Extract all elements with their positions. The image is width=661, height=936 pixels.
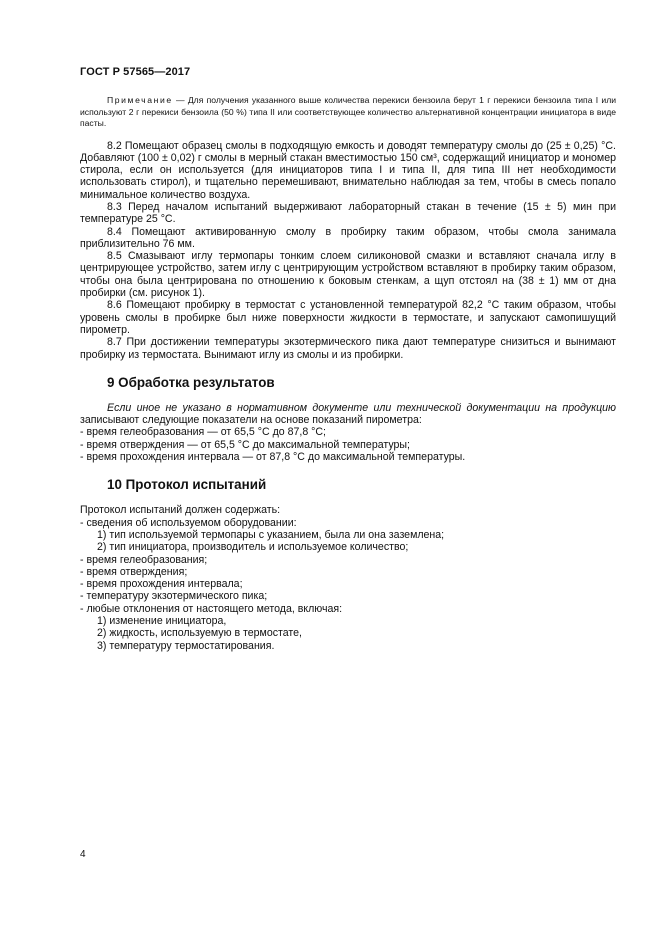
report-subitem: 2) тип инициатора, производитель и используемое количество;	[97, 541, 409, 554]
paragraph-8-7: 8.7 При достижении температуры экзотермического пика дают температуре снизиться и вынимают пробирку из термостата. Вынимают иглу из смолы и из пробирки.	[80, 336, 616, 361]
report-item: - любые отклонения от настоящего метода, включая:	[80, 602, 343, 615]
section-10-heading: 10 Протокол испытаний	[107, 477, 267, 493]
report-item: - время гелеобразования;	[80, 553, 208, 566]
paragraph-8-5: 8.5 Смазывают иглу термопары тонким слоем силиконовой смазки и вставляют сначала иглу в центрирующее устройство, затем иглу с центрирующим устройством вставляют в пробирку таким образом, чтобы она была центрирована по отношению к боковым стенкам, а щуп отстоял на (38 ± 1) мм от дна пробирки (см. рисунок 1).	[80, 250, 616, 300]
section-9-intro	[80, 402, 616, 427]
note	[80, 95, 616, 130]
paragraph-8-2: 8.2 Помещают образец смолы в подходящую емкость и доводят температуру смолы до (25 ± 0,25) °С. Добавляют (100 ± 0,02) г смолы в мерный стакан вместимостью 150 см³, содержащий инициатор и мономер стирола, если он используется (для инициаторов типа I и типа II, для типа III нет необходимости использовать стирол), и тщательно перемешивают, внимательно наблюдая за тем, чтобы в смесь попало минимальное количество воздуха.	[80, 139, 616, 201]
section-10-intro: Протокол испытаний должен содержать:	[80, 504, 281, 517]
report-subitem: 2) жидкость, используемую в термостате,	[97, 627, 302, 640]
section-9-heading: 9 Обработка результатов	[107, 374, 275, 390]
result-item: - время отверждения — от 65,5 °С до максимальной температуры;	[80, 438, 410, 451]
note-text: — Для получения указанного выше количества перекиси бензоила берут 1 г перекиси бензоила типа I или используют 2 г перекиси бензоила (50 %) типа II или соответствующее количество альтернативной концентрации инициатора в виде пасты.	[80, 95, 617, 128]
paragraph-8-6: 8.6 Помещают пробирку в термостат с установленной температурой 82,2 °С таким образом, чтобы уровень смолы в пробирке был ниже поверхности жидкости в термостате, и запускают самопишущий пирометр.	[80, 299, 616, 336]
paragraph-8-3: 8.3 Перед началом испытаний выдерживают лабораторный стакан в течение (15 ± 5) мин при температуре 25 °С.	[80, 200, 616, 226]
report-item: - время отверждения;	[80, 565, 188, 578]
note-label: Примечание	[107, 95, 173, 105]
document-header: ГОСТ Р 57565—2017	[80, 66, 191, 78]
report-item: - температуру экзотермического пика;	[80, 590, 268, 603]
section-9-intro-rest: записывают следующие показатели на основе показаний пирометра:	[80, 414, 422, 427]
document-body	[80, 95, 616, 652]
report-subitem: 1) тип используемой термопары с указанием, была ли она заземлена;	[97, 528, 445, 541]
paragraph-8-4: 8.4 Помещают активированную смолу в пробирку таким образом, чтобы смола занимала приблизительно 76 мм.	[80, 225, 616, 250]
result-item: - время прохождения интервала — от 87,8 °С до максимальной температуры.	[80, 451, 466, 464]
report-subitem: 3) температуру термостатирования.	[97, 639, 275, 652]
report-item: - сведения об используемом оборудовании:	[80, 516, 297, 529]
result-item: - время гелеобразования — от 65,5 °С до 87,8 °С;	[80, 426, 326, 439]
page-number: 4	[80, 849, 86, 860]
section-9-intro-italic: Если иное не указано в нормативном документе или технической документации на продукцию	[107, 401, 616, 414]
report-item: - время прохождения интервала;	[80, 578, 243, 591]
report-subitem: 1) изменение инициатора,	[97, 615, 227, 627]
